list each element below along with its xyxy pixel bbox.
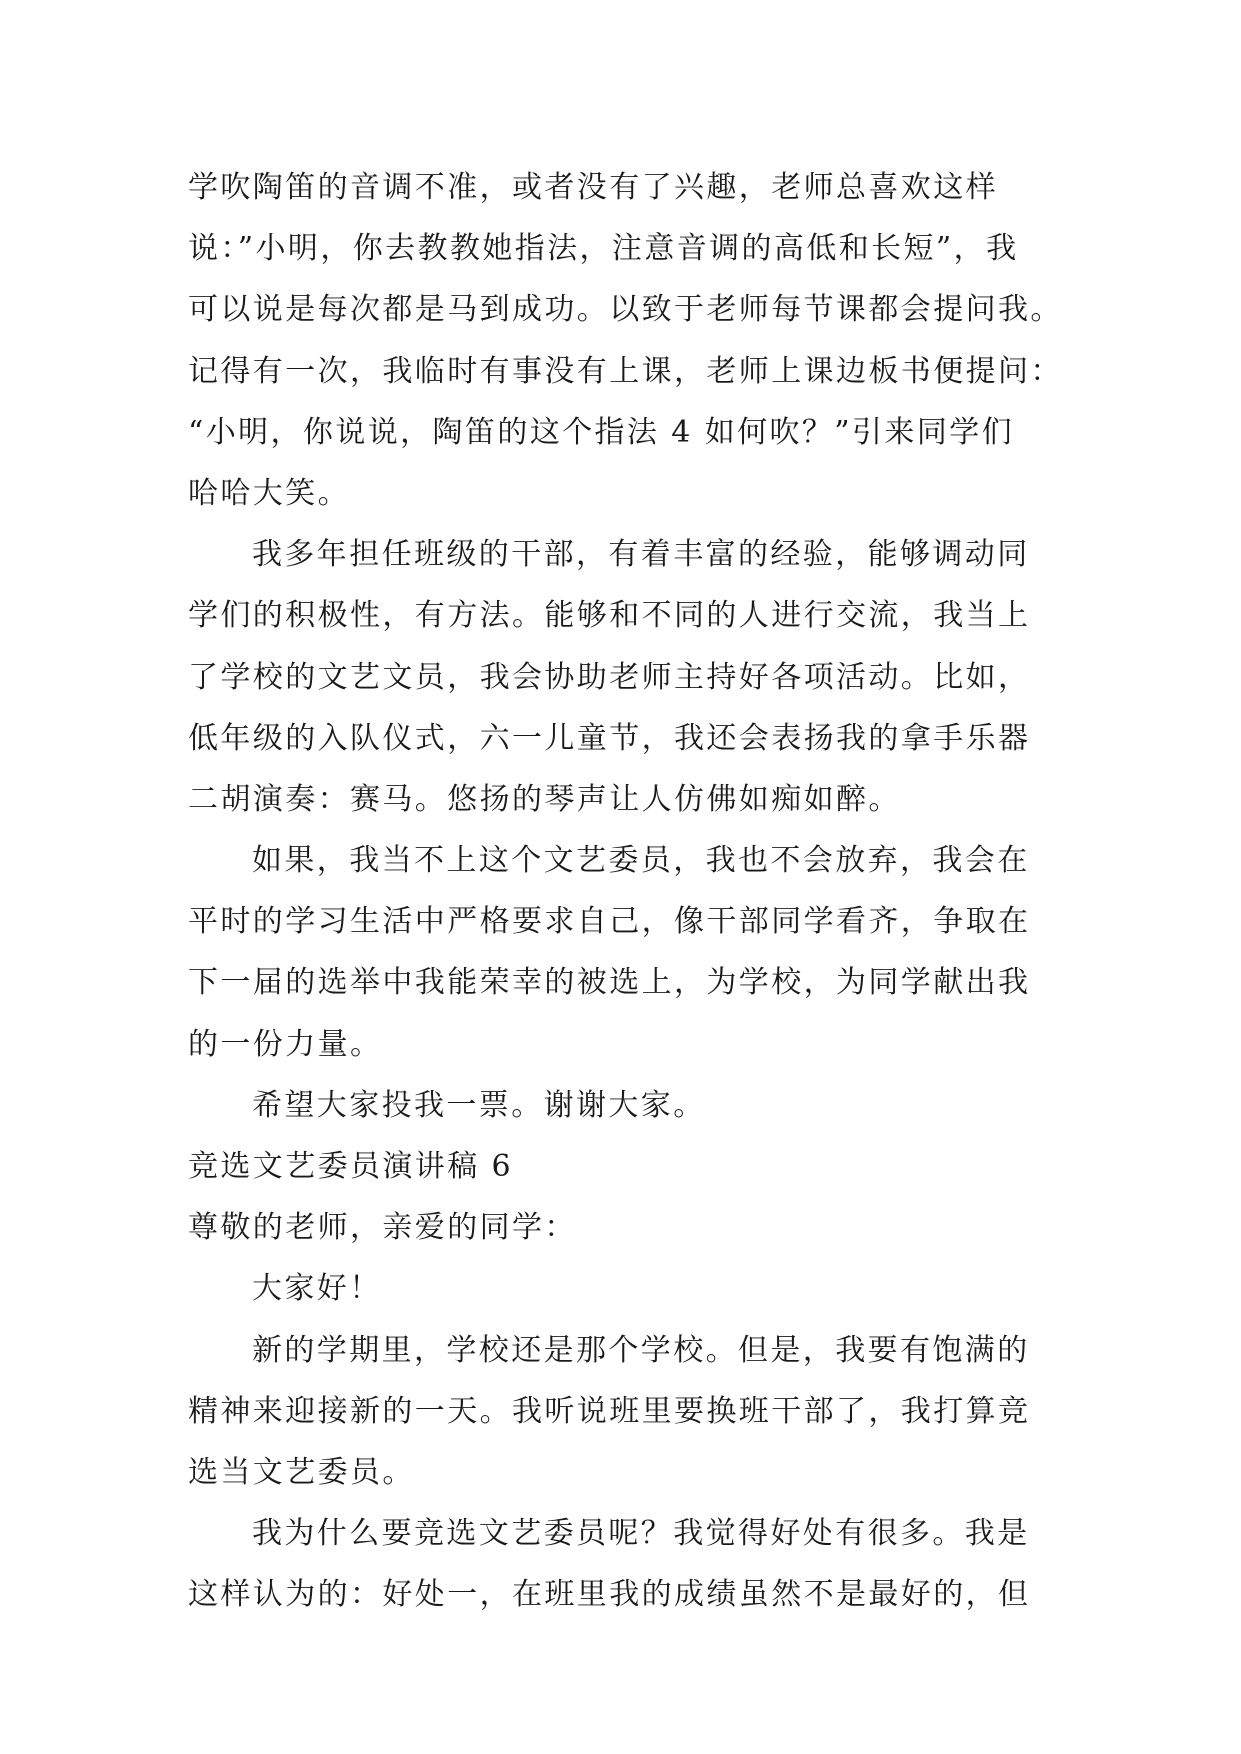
text-line: 选当文艺委员。 — [188, 1454, 415, 1490]
text-line: 哈哈大笑。 — [188, 475, 350, 511]
text-line: 的一份力量。 — [188, 1026, 383, 1062]
text-line: 说：”小明，你去教教她指法，注意音调的高低和长短”，我 — [188, 231, 1019, 267]
text-line: 这样认为的：好处一，在班里我的成绩虽然不是最好的，但 — [188, 1577, 1031, 1613]
text-line: 大家好！ — [252, 1271, 382, 1307]
text-line: 尊敬的老师，亲爱的同学： — [188, 1210, 577, 1246]
document-body — [188, 157, 1088, 1626]
text-line: 如果，我当不上这个文艺委员，我也不会放弃，我会在 — [252, 843, 1030, 879]
text-line: 希望大家投我一票。谢谢大家。 — [252, 1087, 706, 1123]
text-line: 下一届的选举中我能荣幸的被选上，为学校，为同学献出我 — [188, 965, 1031, 1001]
text-line: 精神来迎接新的一天。我听说班里要换班干部了，我打算竞 — [188, 1393, 1031, 1429]
text-line: 低年级的入队仪式，六一儿童节，我还会表扬我的拿手乐器 — [188, 720, 1031, 756]
text-line: 可以说是每次都是马到成功。以致于老师每节课都会提问我。 — [188, 292, 1063, 328]
text-line: 我为什么要竞选文艺委员呢？我觉得好处有很多。我是 — [252, 1516, 1030, 1552]
text-line: 学吹陶笛的音调不准，或者没有了兴趣，老师总喜欢这样 — [188, 170, 998, 205]
text-line: 竞选文艺委员演讲稿 6 — [188, 1149, 514, 1184]
text-line: 我多年担任班级的干部，有着丰富的经验，能够调动同 — [252, 537, 1030, 573]
text-line: 二胡演奏：赛马。悠扬的琴声让人仿佛如痴如醉。 — [188, 781, 901, 817]
text-line: 新的学期里，学校还是那个学校。但是，我要有饱满的 — [252, 1332, 1030, 1368]
text-line: 学们的积极性，有方法。能够和不同的人进行交流，我当上 — [188, 598, 1031, 634]
text-line: 平时的学习生活中严格要求自己，像干部同学看齐，争取在 — [188, 904, 1031, 940]
text-line: 了学校的文艺文员，我会协助老师主持好各项活动。比如， — [188, 659, 1031, 695]
text-line: “小明，你说说，陶笛的这个指法 4 如何吹？”引来同学们 — [188, 414, 1015, 450]
text-line: 记得有一次，我临时有事没有上课，老师上课边板书便提问： — [188, 353, 1063, 389]
